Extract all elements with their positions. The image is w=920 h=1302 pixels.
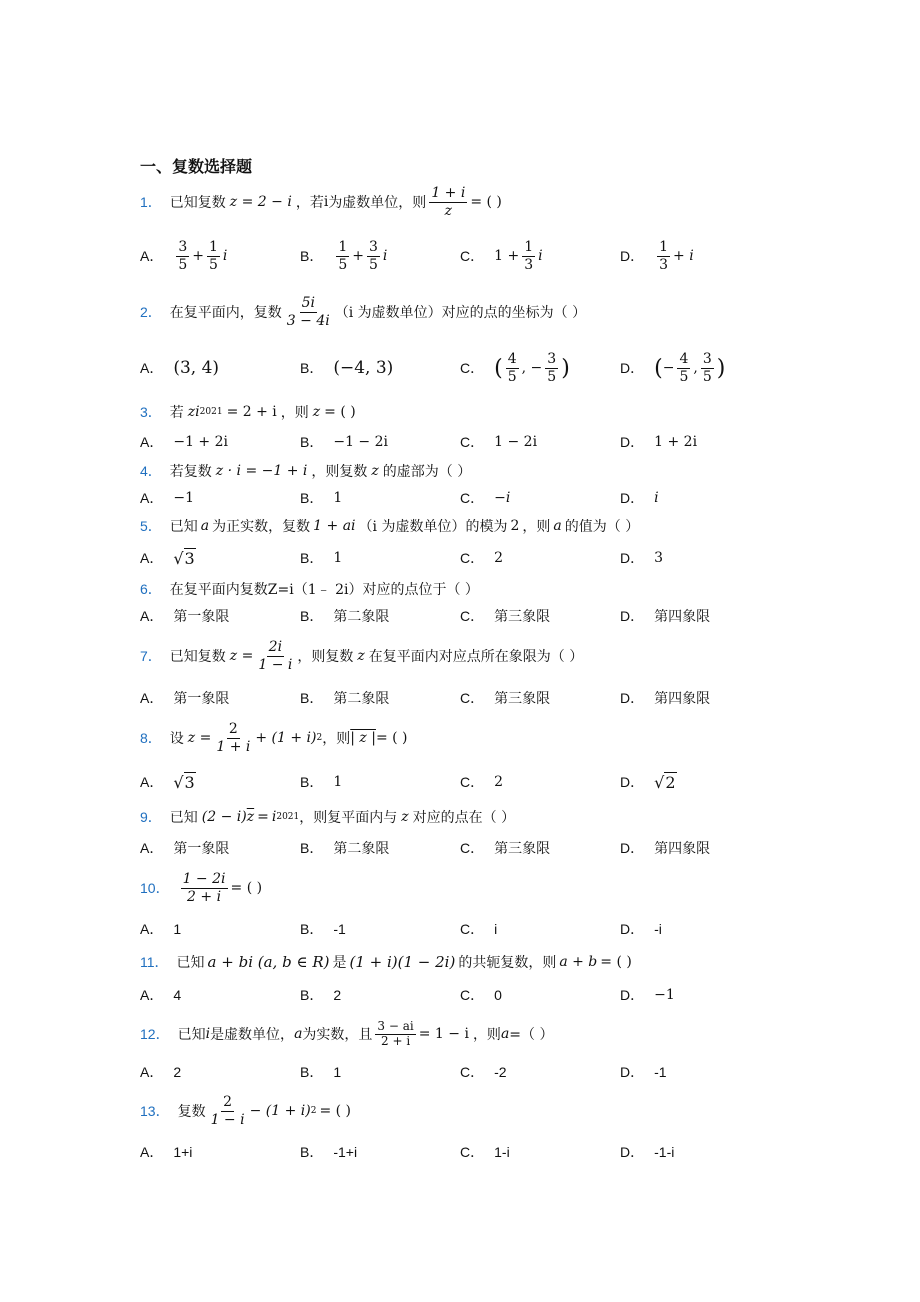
stem-math: (1 + i)(1 − 2i) xyxy=(349,953,456,971)
stem-text: 为虚数单位，则 xyxy=(328,195,427,211)
options-3 xyxy=(140,422,880,462)
stem-text: 已知 xyxy=(176,955,205,971)
stem-math: z = xyxy=(229,648,254,664)
stem-math: a xyxy=(500,1026,510,1042)
option-d[interactable]: D． -1 xyxy=(620,1064,667,1080)
option-a[interactable]: A． 4 xyxy=(140,987,182,1003)
fraction: $\frac{1 - 2i}{2 + i}$ xyxy=(182,871,226,905)
question-number: 9． xyxy=(140,809,162,825)
option-c[interactable]: C． 第三象限 xyxy=(460,690,551,707)
stem-math: zi xyxy=(187,404,200,420)
option-b[interactable]: B． 第二象限 xyxy=(300,608,390,625)
stem-text: ，则 xyxy=(522,519,551,535)
question-number: 11． xyxy=(140,954,169,970)
option-d[interactable]: D． 第四象限 xyxy=(620,608,711,625)
fraction: $\frac{2i}{1 - i}$ xyxy=(258,639,293,673)
option-d[interactable]: D． 3 xyxy=(620,550,664,566)
question-number: 10． xyxy=(140,880,170,896)
stem-math: (2 − i) xyxy=(201,809,247,825)
option-a[interactable]: A． 第一象限 xyxy=(140,690,230,707)
question-number: 6． xyxy=(140,581,162,597)
stem-text: 已知复数 xyxy=(169,195,226,211)
question-5 xyxy=(140,514,639,538)
stem-text: ，则 xyxy=(280,405,309,421)
stem-math: z xyxy=(371,463,379,479)
stem-math: z xyxy=(312,404,321,420)
question-number: 7． xyxy=(140,648,162,664)
question-number: 8． xyxy=(140,730,162,746)
fraction: $\frac{1 + i}{z}$ xyxy=(431,185,466,219)
stem-math: 2 xyxy=(510,518,520,534)
exponent: 2 xyxy=(316,733,323,743)
option-a[interactable]: A． 第一象限 xyxy=(140,840,230,857)
stem-math: − (1 + i) xyxy=(249,1103,311,1119)
stem-text: 复数 xyxy=(177,1104,206,1120)
options-1 xyxy=(140,236,880,276)
fraction: $\frac{5i}{3 - 4i}$ xyxy=(286,295,330,329)
question-8 xyxy=(140,716,408,760)
stem-math: z xyxy=(401,809,409,825)
option-c[interactable]: C． 2 xyxy=(460,774,504,790)
stem-math: = 2 + i xyxy=(226,404,277,420)
question-number: 13． xyxy=(140,1103,170,1119)
option-a[interactable]: A． −1 xyxy=(140,490,194,506)
option-a[interactable]: A． −1 + 2i xyxy=(140,434,228,450)
stem-text: 在复平面内对应点所在象限为（ ） xyxy=(368,649,584,665)
question-number: 3． xyxy=(140,404,162,420)
stem-text: = ( ) xyxy=(470,194,502,210)
option-d[interactable]: D． √2 xyxy=(620,772,676,792)
stem-math: i xyxy=(323,194,329,210)
option-d[interactable]: D． $\frac{1}{3}$ + i xyxy=(620,239,694,273)
stem-math: i xyxy=(205,1026,211,1042)
option-c[interactable]: C． 2 xyxy=(460,550,504,566)
options-12 xyxy=(140,1052,880,1092)
options-5 xyxy=(140,538,880,578)
option-c[interactable]: C． i xyxy=(460,921,498,937)
options-9 xyxy=(140,828,880,868)
option-a[interactable]: A． √3 xyxy=(140,548,195,568)
stem-text: ，则 xyxy=(472,1027,501,1043)
stem-text: 若 xyxy=(169,405,184,421)
stem-text: 为实数，且 xyxy=(302,1027,373,1043)
option-c[interactable]: C． 1 + $\frac{1}{3}$ i xyxy=(460,239,543,273)
option-a[interactable]: A． 1+i xyxy=(140,1144,193,1160)
option-c[interactable]: C． 1-i xyxy=(460,1144,510,1160)
option-c[interactable]: C． 0 xyxy=(460,987,502,1003)
stem-math: + (1 + i) xyxy=(255,730,317,746)
option-d[interactable]: D． −1 xyxy=(620,987,675,1003)
option-d[interactable]: D． 第四象限 xyxy=(620,840,711,857)
options-4 xyxy=(140,478,880,518)
stem-math: 1 + ai xyxy=(313,518,356,534)
question-3 xyxy=(140,400,356,424)
option-a[interactable]: A． √3 xyxy=(140,772,195,792)
options-8 xyxy=(140,762,880,802)
stem-text: ，则复数 xyxy=(297,649,354,665)
stem-math: | z | xyxy=(350,730,376,746)
stem-text: 已知 xyxy=(169,810,198,826)
stem-math: z = xyxy=(187,730,212,746)
section-title: 一、复数选择题 xyxy=(140,157,253,176)
stem-text: 设 xyxy=(169,731,184,747)
stem-text: 是 xyxy=(332,955,347,971)
stem-math: $\overline{z}$ xyxy=(246,809,255,825)
option-d[interactable]: D． i xyxy=(620,490,659,506)
fraction: $\frac{3 - ai}{2 + i}$ xyxy=(377,1018,414,1048)
stem-text: 在复平面内复数Z=i（1﹣ 2i）对应的点位于（ ） xyxy=(169,582,479,598)
option-b[interactable]: B． 2 xyxy=(300,987,342,1003)
stem-text: ，则复数 xyxy=(311,464,368,480)
stem-math: z xyxy=(357,648,365,664)
options-2 xyxy=(140,348,880,388)
option-a[interactable]: A． 第一象限 xyxy=(140,608,230,625)
fraction: $\frac{2}{1 - i}$ xyxy=(210,1094,245,1128)
option-a[interactable]: A． $\frac{3}{5}$ + $\frac{1}{5}$ i xyxy=(140,239,228,273)
exponent: 2021 xyxy=(199,407,223,417)
question-number: 5． xyxy=(140,518,162,534)
options-6 xyxy=(140,596,880,636)
stem-math: a + bi (a, b ∈ R) xyxy=(207,953,330,971)
options-7 xyxy=(140,678,880,718)
question-number: 2． xyxy=(140,304,162,320)
stem-math: a + b xyxy=(559,954,598,970)
stem-math: a xyxy=(200,518,210,534)
stem-text: 是虚数单位， xyxy=(210,1027,295,1043)
stem-text: 已知复数 xyxy=(169,649,226,665)
stem-math: = 1 − i xyxy=(418,1026,469,1042)
option-d[interactable]: D． ( − $\frac{4}{5}$ , $\frac{3}{5}$ ) xyxy=(620,351,726,385)
exponent: 2021 xyxy=(276,812,300,822)
exponent: 2 xyxy=(310,1106,317,1116)
option-a[interactable]: A． 1 xyxy=(140,921,182,937)
question-1 xyxy=(140,180,502,224)
option-b[interactable]: B． -1+i xyxy=(300,1144,358,1160)
option-b[interactable]: B． 1 xyxy=(300,490,343,506)
stem-math: z · i = −1 + i xyxy=(215,463,308,479)
stem-math: i xyxy=(271,809,277,825)
stem-text: （i 为虚数单位）的模为 xyxy=(358,519,508,535)
option-b[interactable]: B． -1 xyxy=(300,921,346,937)
stem-text: 的共轭复数，则 xyxy=(458,955,557,971)
fraction: $\frac{2}{1 + i}$ xyxy=(216,721,251,755)
option-c[interactable]: C． ( $\frac{4}{5}$ , − $\frac{3}{5}$ ) xyxy=(460,351,570,385)
option-b[interactable]: B． −1 − 2i xyxy=(300,434,388,450)
option-b[interactable]: B． 第二象限 xyxy=(300,690,390,707)
question-10 xyxy=(140,866,262,910)
option-d[interactable]: D． -i xyxy=(620,921,662,937)
stem-text: 在复平面内，复数 xyxy=(169,305,282,321)
option-c[interactable]: C． -2 xyxy=(460,1064,507,1080)
options-10 xyxy=(140,909,880,949)
stem-text: ，则 xyxy=(322,731,351,747)
option-c[interactable]: C． 第三象限 xyxy=(460,608,551,625)
question-number: 1． xyxy=(140,194,162,210)
option-b[interactable]: B． 1 xyxy=(300,1064,342,1080)
stem-math: a xyxy=(294,1026,303,1042)
option-b[interactable]: B． 1 xyxy=(300,550,343,566)
stem-text: = ( ) xyxy=(319,1103,352,1119)
option-d[interactable]: D． 第四象限 xyxy=(620,690,711,707)
stem-text: 为正实数，复数 xyxy=(212,519,311,535)
question-11 xyxy=(140,949,632,975)
option-d[interactable]: D． 1 + 2i xyxy=(620,434,698,450)
stem-math: = xyxy=(257,809,269,825)
options-11 xyxy=(140,975,880,1015)
question-2 xyxy=(140,290,586,334)
stem-text: = ( ) xyxy=(600,954,632,970)
option-b[interactable]: B． 1 xyxy=(300,774,343,790)
stem-math: a xyxy=(553,518,562,534)
question-9 xyxy=(140,805,515,829)
option-b[interactable]: B． 第二象限 xyxy=(300,840,390,857)
stem-text: ，则复平面内与 xyxy=(299,810,398,826)
question-7 xyxy=(140,634,583,678)
stem-text: 若复数 xyxy=(169,464,212,480)
stem-math: z = 2 − i xyxy=(229,194,292,210)
question-12 xyxy=(140,1012,553,1056)
stem-text: 的值为（ ） xyxy=(564,519,640,535)
stem-text: （i 为虚数单位）对应的点的坐标为（ ） xyxy=(334,305,587,321)
option-b[interactable]: B． $\frac{1}{5}$ + $\frac{3}{5}$ i xyxy=(300,239,388,273)
stem-text: = ( ) xyxy=(324,404,356,420)
options-13 xyxy=(140,1132,880,1172)
stem-text: =（ ） xyxy=(509,1027,554,1043)
stem-text: = ( ) xyxy=(375,730,408,746)
stem-text: = ( ) xyxy=(230,880,263,896)
option-c[interactable]: C． 1 − 2i xyxy=(460,434,538,450)
stem-text: 对应的点在（ ） xyxy=(412,810,516,826)
option-b[interactable]: B． (−4, 3) xyxy=(300,358,394,378)
question-13 xyxy=(140,1089,351,1133)
option-a[interactable]: A． 2 xyxy=(140,1064,182,1080)
option-c[interactable]: C． −i xyxy=(460,490,511,506)
option-c[interactable]: C． 第三象限 xyxy=(460,840,551,857)
question-number: 4． xyxy=(140,463,162,479)
stem-text: ，若 xyxy=(295,195,324,211)
stem-text: 的虚部为（ ） xyxy=(382,464,472,480)
option-a[interactable]: A． (3, 4) xyxy=(140,358,220,378)
stem-text: 已知 xyxy=(177,1027,206,1043)
question-number: 12． xyxy=(140,1026,170,1042)
option-d[interactable]: D． -1-i xyxy=(620,1144,675,1160)
stem-text: 已知 xyxy=(169,519,198,535)
